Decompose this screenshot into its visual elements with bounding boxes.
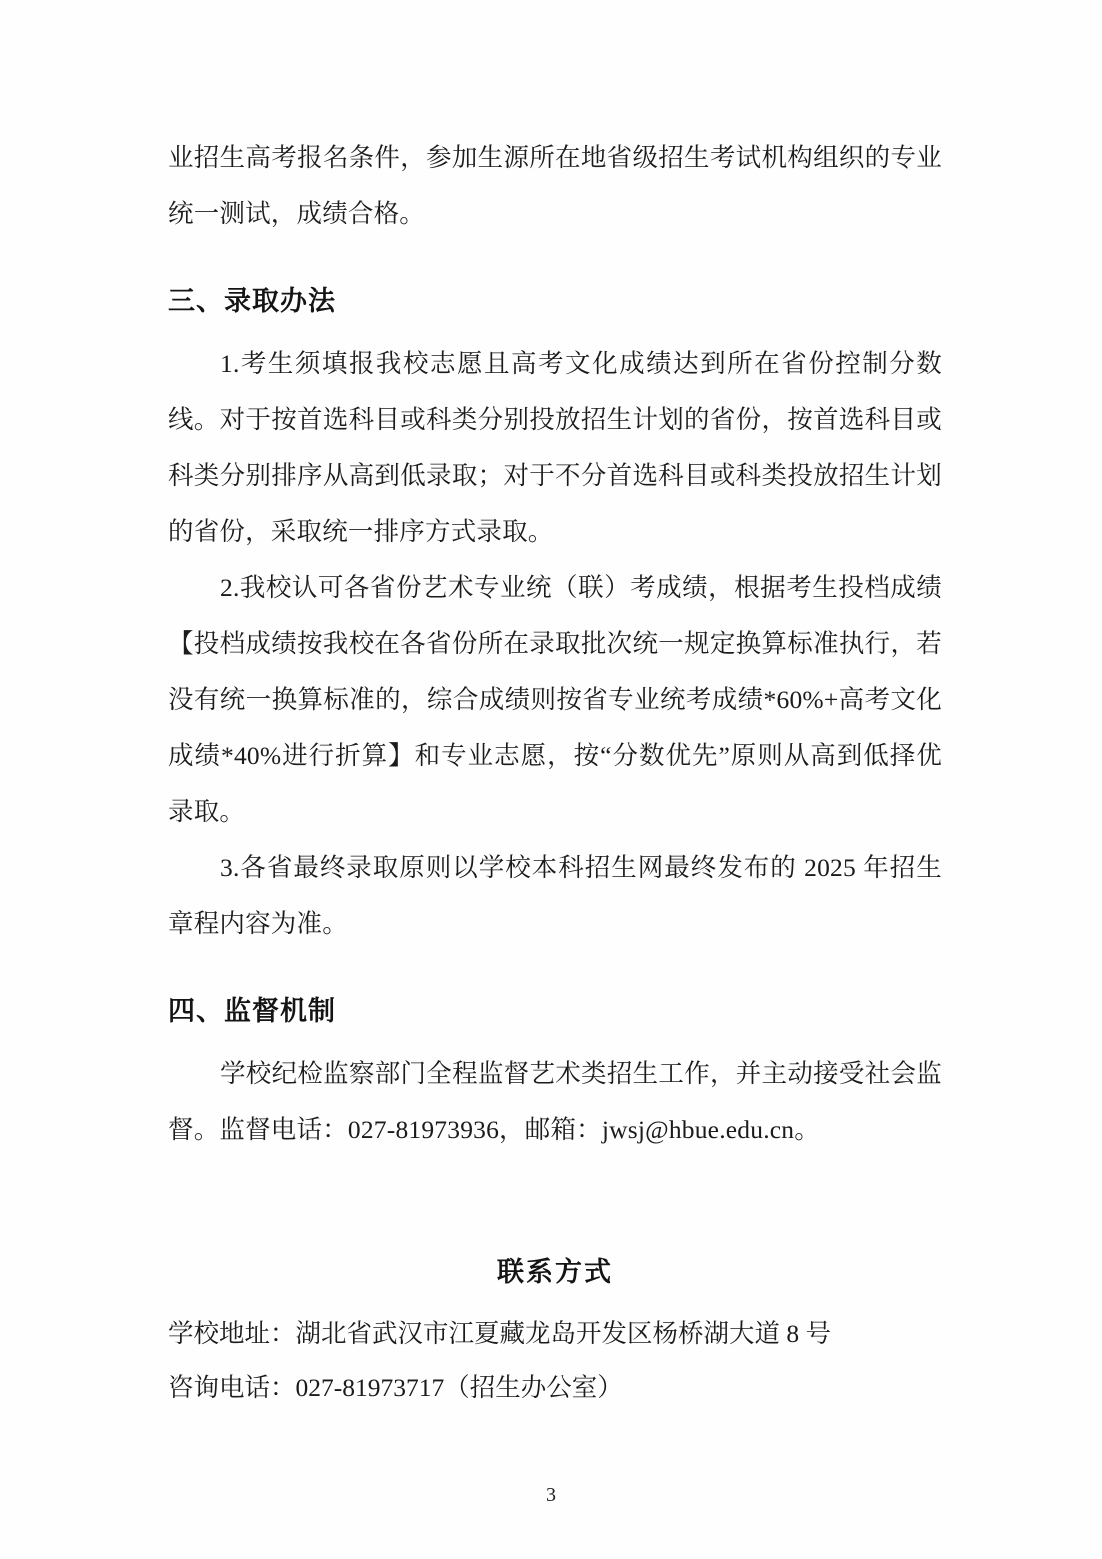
contact-phone: 咨询电话：027-81973717（招生办公室） — [168, 1373, 623, 1402]
page-number: 3 — [546, 1484, 556, 1506]
contact-address: 学校地址：湖北省武汉市江夏藏龙岛开发区杨桥湖大道 8 号 — [168, 1319, 832, 1348]
section-heading-supervision: 四、监督机制 — [168, 996, 336, 1027]
paragraph-admission-2: 2.我校认可各省份艺术专业统（联）考成绩，根据考生投档成绩【投档成绩按我校在各省份所在录取批次统一规定换算标准执行，若没有统一换算标准的，综合成绩则按省专业统考成绩*60%+高考文化成绩*40%进行折算】和专业志愿，按“分数优先”原则从高到低择优录取。 — [168, 573, 942, 826]
spacer — [168, 952, 942, 966]
contact-title: 联系方式 — [497, 1257, 613, 1288]
continued-paragraph: 业招生高考报名条件，参加生源所在地省级招生考试机构组织的专业统一测试，成绩合格。 — [168, 143, 942, 228]
paragraph-admission-3: 3.各省最终录取原则以学校本科招生网最终发布的 2025 年招生章程内容为准。 — [168, 853, 942, 938]
paragraph-admission-1: 1.考生须填报我校志愿且高考文化成绩达到所在省份控制分数线。对于按首选科目或科类分别投放招生计划的省份，按首选科目或科类分别排序从高到低录取；对于不分首选科目或科类投放招生计划的省份，采取统一排序方式录取。 — [168, 349, 942, 546]
spacer — [168, 1158, 942, 1250]
section-heading-admission-method: 三、录取办法 — [168, 286, 336, 317]
paragraph-supervision-1: 学校纪检监察部门全程监督艺术类招生工作，并主动接受社会监督。监督电话：027-81973936，邮箱：jwsj@hbue.edu.cn。 — [168, 1059, 942, 1144]
spacer — [168, 242, 942, 256]
